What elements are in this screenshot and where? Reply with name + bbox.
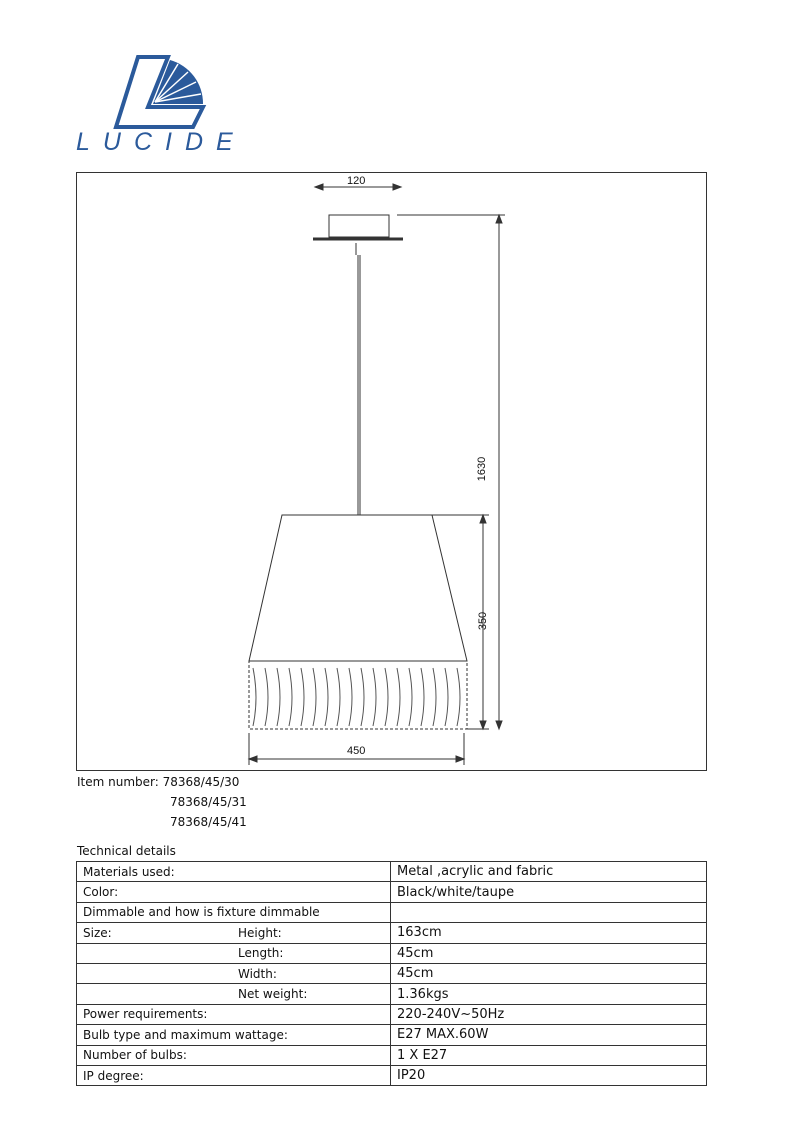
row-label: Size: <box>83 925 112 940</box>
table-row <box>77 923 707 943</box>
item-label: Item number: <box>77 775 159 789</box>
label-cell <box>77 1004 391 1024</box>
row-value <box>391 902 707 922</box>
label-cell <box>77 902 391 922</box>
row-label: Color: <box>83 885 119 900</box>
row-label: Number of bulbs: <box>83 1048 187 1063</box>
item-number: 78368/45/41 <box>170 815 247 829</box>
label-cell <box>77 1045 391 1065</box>
row-label: IP degree: <box>83 1068 144 1083</box>
table-row <box>77 984 707 1004</box>
row-label: Materials used: <box>83 864 175 879</box>
row-value: Metal ,acrylic and fabric <box>391 862 707 882</box>
row-sublabel: Width: <box>238 966 277 981</box>
table-row <box>77 1004 707 1024</box>
row-value: 220-240V~50Hz <box>391 1004 707 1024</box>
row-sublabel: Length: <box>238 946 284 961</box>
label-cell <box>77 882 391 902</box>
row-value: 1 X E27 <box>391 1045 707 1065</box>
row-value: E27 MAX.60W <box>391 1025 707 1045</box>
label-cell <box>77 1065 391 1085</box>
brand-wordmark: LUCIDE <box>76 128 246 156</box>
dim-total-height: 1630 <box>476 456 489 482</box>
table-row <box>77 1065 707 1085</box>
table-row <box>77 1025 707 1045</box>
dim-top-width: 120 <box>347 175 366 187</box>
technical-drawing <box>76 172 707 771</box>
row-value: 163cm <box>391 923 707 943</box>
row-sublabel: Height: <box>238 925 282 940</box>
row-label: Bulb type and maximum wattage: <box>83 1027 288 1042</box>
dim-shade-height: 350 <box>477 611 490 631</box>
label-cell <box>77 862 391 882</box>
table-row <box>77 902 707 922</box>
item-numbers <box>77 772 247 832</box>
dim-diameter: 450 <box>347 745 366 757</box>
label-cell <box>77 943 391 963</box>
label-cell <box>77 963 391 983</box>
row-value: Black/white/taupe <box>391 882 707 902</box>
item-number: 78368/45/31 <box>170 795 247 809</box>
table-row <box>77 862 707 882</box>
lamp-drawing <box>77 173 708 772</box>
tech-title: Technical details <box>77 844 176 858</box>
table-row <box>77 963 707 983</box>
row-label: Dimmable and how is fixture dimmable <box>83 905 320 920</box>
item-number: 78368/45/30 <box>162 775 240 789</box>
label-cell <box>77 923 391 943</box>
table-row <box>77 1045 707 1065</box>
label-cell <box>77 1025 391 1045</box>
row-label: Power requirements: <box>83 1007 208 1022</box>
row-sublabel: Net weight: <box>238 987 308 1002</box>
tech-table <box>76 861 707 1086</box>
row-value: IP20 <box>391 1065 707 1085</box>
table-row <box>77 882 707 902</box>
row-value: 1.36kgs <box>391 984 707 1004</box>
label-cell <box>77 984 391 1004</box>
table-row <box>77 943 707 963</box>
row-value: 45cm <box>391 963 707 983</box>
row-value: 45cm <box>391 943 707 963</box>
